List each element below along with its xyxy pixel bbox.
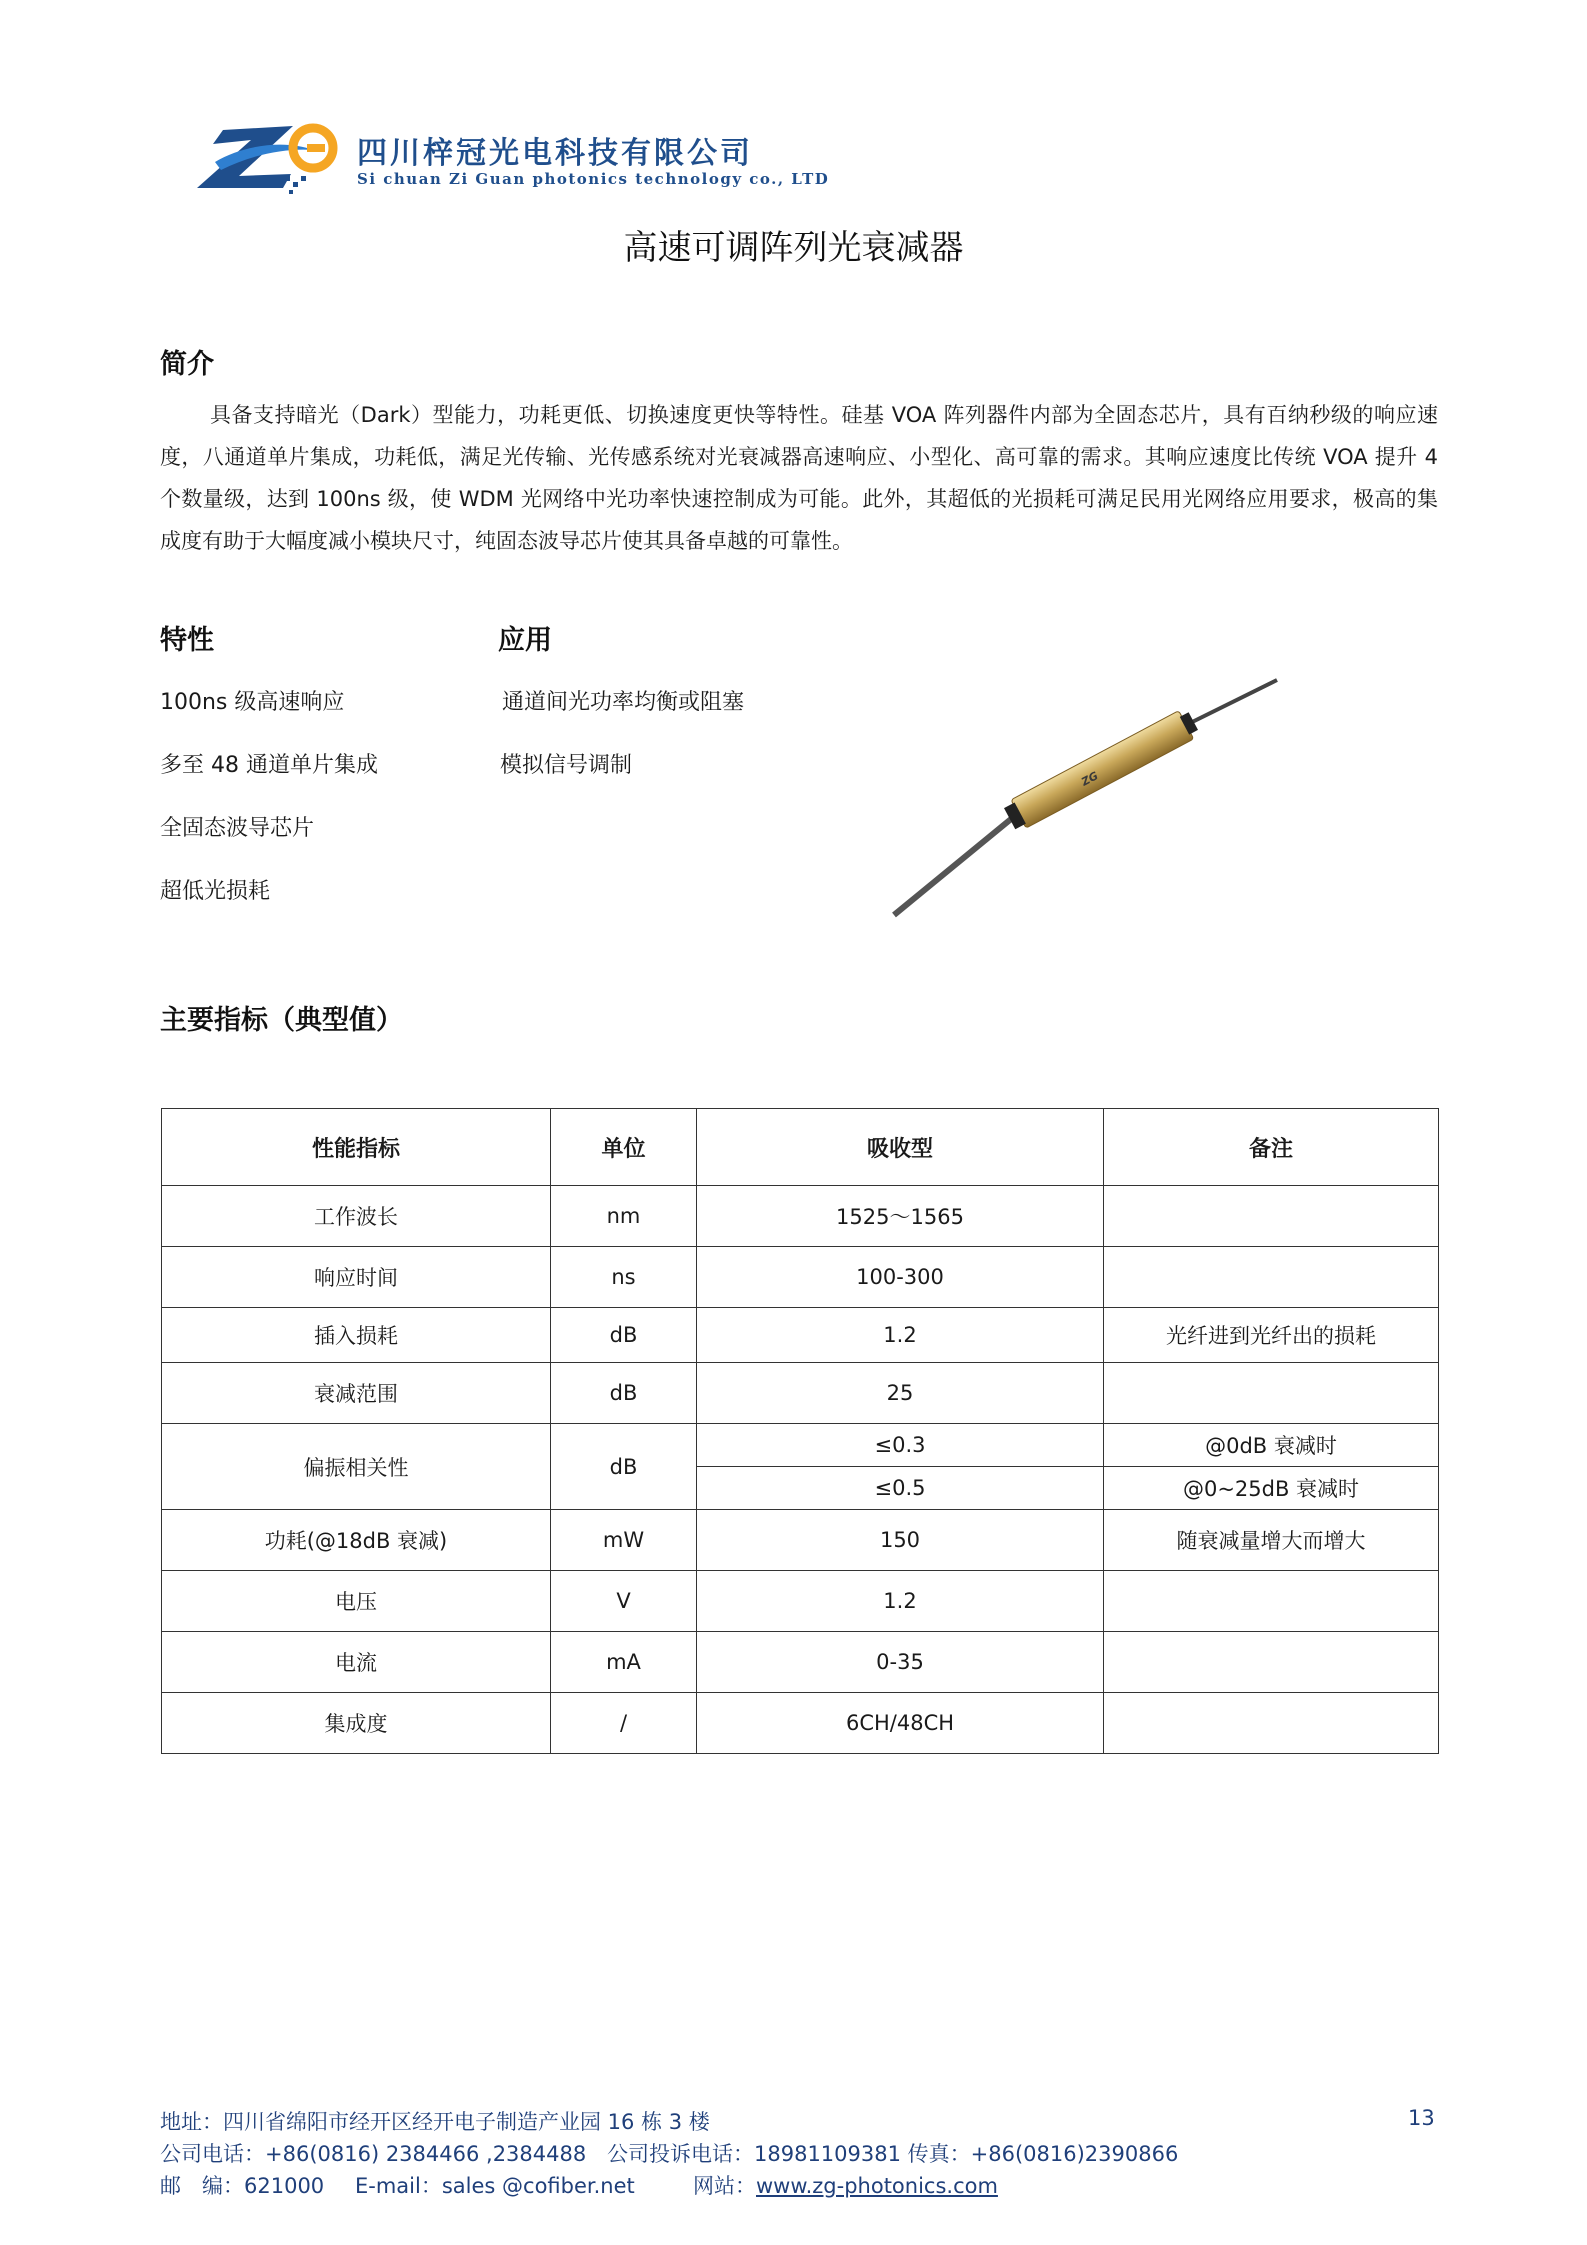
note-cell bbox=[1104, 1571, 1439, 1632]
unit-cell: dB bbox=[551, 1424, 697, 1510]
footer-email: E-mail：sales @cofiber.net bbox=[355, 2174, 635, 2198]
specs-heading: 主要指标（典型值） bbox=[160, 1005, 403, 1036]
note-cell bbox=[1104, 1632, 1439, 1693]
param-cell: 工作波长 bbox=[162, 1186, 551, 1247]
column-header: 性能指标 bbox=[162, 1109, 551, 1186]
footer-complaint-phone: 公司投诉电话：18981109381 传真：+86(0816)2390866 bbox=[607, 2142, 1179, 2166]
feature-item: 全固态波导芯片 bbox=[160, 816, 315, 841]
value-cell: 0-35 bbox=[697, 1632, 1104, 1693]
unit-cell: mW bbox=[551, 1510, 697, 1571]
unit-cell: V bbox=[551, 1571, 697, 1632]
unit-cell: dB bbox=[551, 1308, 697, 1363]
company-name-en: Si chuan Zi Guan photonics technology co., LTD bbox=[357, 170, 830, 188]
intro-heading: 简介 bbox=[160, 349, 214, 380]
company-logo bbox=[195, 118, 345, 198]
param-cell: 电压 bbox=[162, 1571, 551, 1632]
column-header: 备注 bbox=[1104, 1109, 1439, 1186]
note-cell: @0dB 衰减时 bbox=[1104, 1424, 1439, 1467]
feature-item: 超低光损耗 bbox=[160, 879, 271, 904]
value-cell: 25 bbox=[697, 1363, 1104, 1424]
features-heading: 特性 bbox=[160, 625, 214, 656]
column-header: 吸收型 bbox=[697, 1109, 1104, 1186]
table-header-row bbox=[162, 1109, 1439, 1186]
value-cell: 6CH/48CH bbox=[697, 1693, 1104, 1754]
param-cell: 衰减范围 bbox=[162, 1363, 551, 1424]
note-cell: 随衰减量增大而增大 bbox=[1104, 1510, 1439, 1571]
value-cell: 1.2 bbox=[697, 1308, 1104, 1363]
footer-postcode: 邮 编：621000 bbox=[160, 2174, 325, 2198]
param-cell: 偏振相关性 bbox=[162, 1424, 551, 1510]
application-item: 通道间光功率均衡或阻塞 bbox=[502, 690, 745, 715]
footer-phone: 公司电话：+86(0816) 2384466 ,2384488 bbox=[160, 2142, 587, 2166]
param-cell: 插入损耗 bbox=[162, 1308, 551, 1363]
application-item: 模拟信号调制 bbox=[500, 753, 633, 778]
table-row bbox=[162, 1247, 1439, 1308]
svg-text:ZG: ZG bbox=[1079, 769, 1101, 789]
unit-cell: dB bbox=[551, 1363, 697, 1424]
website-label: 网站： bbox=[693, 2174, 756, 2198]
table-row bbox=[162, 1363, 1439, 1424]
value-cell: 1.2 bbox=[697, 1571, 1104, 1632]
note-cell bbox=[1104, 1186, 1439, 1247]
column-header: 单位 bbox=[551, 1109, 697, 1186]
note-cell bbox=[1104, 1247, 1439, 1308]
feature-item: 多至 48 通道单片集成 bbox=[160, 753, 378, 778]
unit-cell: nm bbox=[551, 1186, 697, 1247]
value-cell: ≤0.5 bbox=[697, 1467, 1104, 1510]
document-title: 高速可调阵列光衰减器 bbox=[623, 228, 964, 268]
value-cell: ≤0.3 bbox=[697, 1424, 1104, 1467]
spec-table bbox=[161, 1108, 1439, 1754]
param-cell: 响应时间 bbox=[162, 1247, 551, 1308]
unit-cell: ns bbox=[551, 1247, 697, 1308]
note-cell: @0~25dB 衰减时 bbox=[1104, 1467, 1439, 1510]
website-link[interactable]: www.zg-photonics.com bbox=[756, 2174, 998, 2198]
footer-address: 地址：四川省绵阳市经开区经开电子制造产业园 16 栋 3 楼 bbox=[160, 2110, 710, 2134]
footer-website bbox=[693, 2170, 998, 2200]
value-cell: 1525～1565 bbox=[697, 1186, 1104, 1247]
company-name-cn: 四川梓冠光电科技有限公司 bbox=[357, 136, 753, 171]
param-cell: 集成度 bbox=[162, 1693, 551, 1754]
table-row bbox=[162, 1571, 1439, 1632]
param-cell: 电流 bbox=[162, 1632, 551, 1693]
unit-cell: mA bbox=[551, 1632, 697, 1693]
unit-cell: / bbox=[551, 1693, 697, 1754]
table-row bbox=[162, 1693, 1439, 1754]
note-cell: 光纤进到光纤出的损耗 bbox=[1104, 1308, 1439, 1363]
feature-item: 100ns 级高速响应 bbox=[160, 690, 345, 715]
table-row bbox=[162, 1308, 1439, 1363]
page-number: 13 bbox=[1408, 2106, 1435, 2130]
intro-paragraph: 具备支持暗光（Dark）型能力，功耗更低、切换速度更快等特性。硅基 VOA 阵列器件内部为全固态芯片，具有百纳秒级的响应速度，八通道单片集成，功耗低，满足光传输、光传感系统对光衰减器高速响应、小型化、高可靠的需求。其响应速度比传统 VOA 提升 4 个数量级，达到 100ns 级，使 WDM 光网络中光功率快速控制成为可能。此外，其超低的光损耗可满足民用光网络应用要求，极高的集成度有助于大幅度减小模块尺寸，纯固态波导芯片使其具备卓越的可靠性。 bbox=[160, 403, 1438, 553]
note-cell bbox=[1104, 1693, 1439, 1754]
table-row bbox=[162, 1632, 1439, 1693]
table-row bbox=[162, 1186, 1439, 1247]
table-row bbox=[162, 1510, 1439, 1571]
param-cell: 功耗(@18dB 衰减) bbox=[162, 1510, 551, 1571]
note-cell bbox=[1104, 1363, 1439, 1424]
table-row bbox=[162, 1424, 1439, 1467]
value-cell: 150 bbox=[697, 1510, 1104, 1571]
applications-heading: 应用 bbox=[498, 625, 552, 656]
product-image bbox=[882, 670, 1282, 920]
value-cell: 100-300 bbox=[697, 1247, 1104, 1308]
